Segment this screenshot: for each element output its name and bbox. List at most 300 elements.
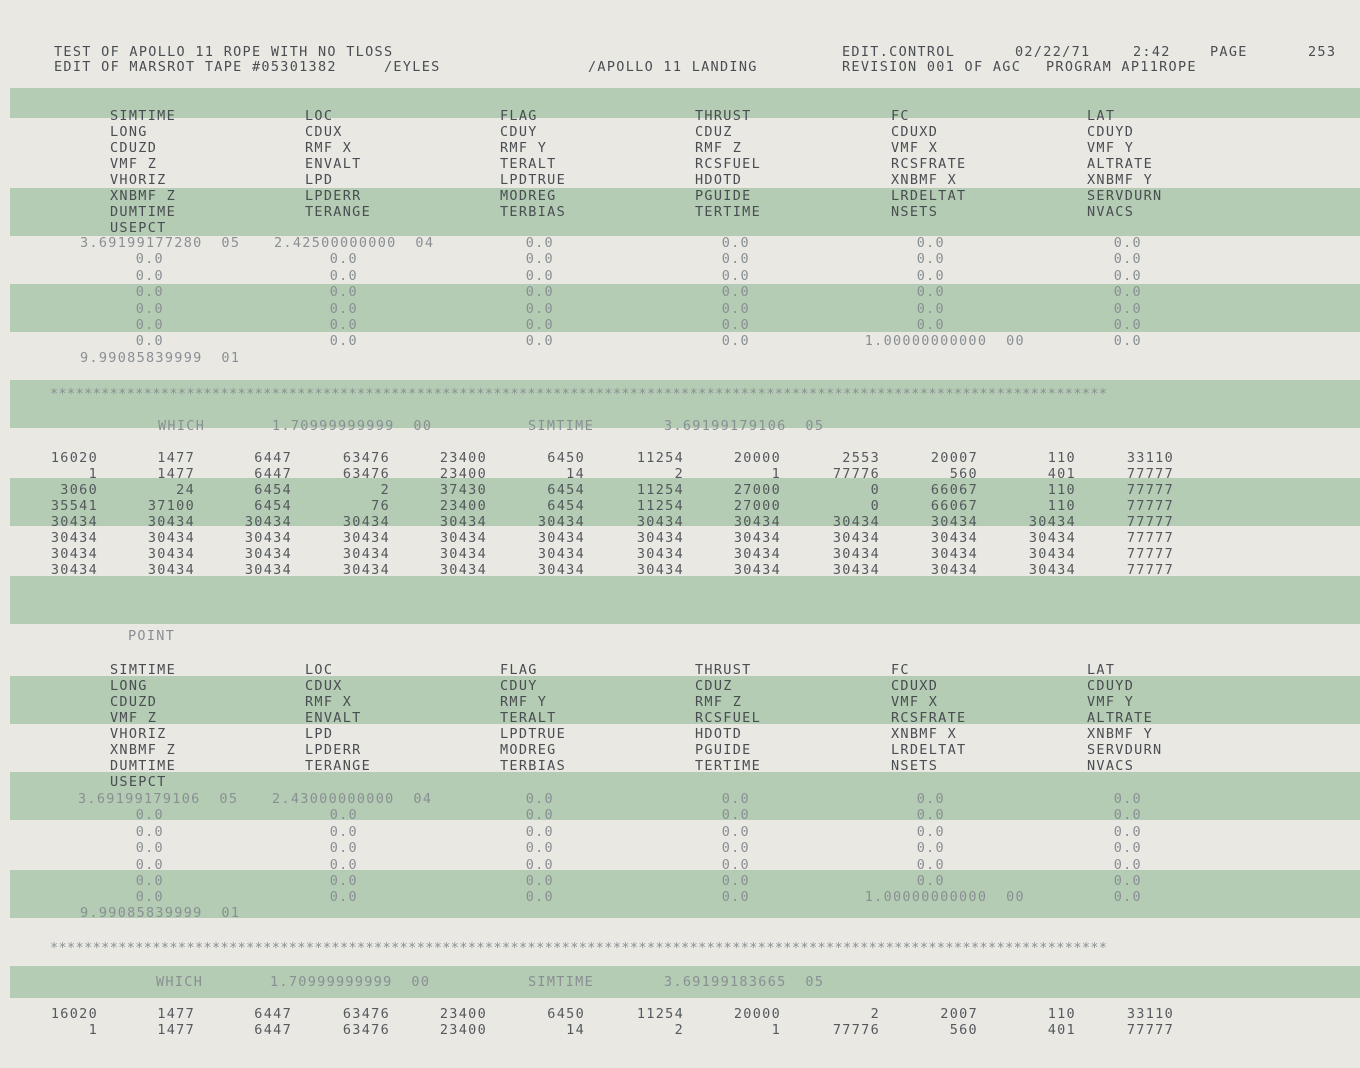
value-cell: 0.0 (329, 267, 358, 284)
field-name: LPDERR (305, 188, 362, 204)
table-cell: 30434 (439, 514, 487, 530)
table-cell: 6454 (547, 498, 585, 514)
table-cell: 30434 (1028, 562, 1076, 578)
table-cell: 77776 (832, 1022, 880, 1038)
table-cell: 30434 (244, 530, 292, 546)
field-name: VMF Y (1087, 140, 1135, 156)
table-cell: 77777 (1126, 546, 1174, 562)
table-cell: 6447 (254, 1022, 292, 1038)
value-cell: 0.0 (1113, 284, 1142, 301)
field-name: NVACS (1087, 204, 1135, 220)
table-cell: 11254 (636, 1006, 684, 1022)
table-cell: 2 (674, 466, 684, 482)
value-cell: 0.0 (525, 840, 554, 857)
field-name: LONG (110, 678, 148, 694)
header-time: 2:42 (1133, 44, 1171, 60)
table-cell: 77777 (1126, 562, 1174, 578)
table-cell: 30434 (439, 562, 487, 578)
field-name: RCSFUEL (695, 710, 761, 726)
table-cell: 30434 (733, 562, 781, 578)
table-cell: 20000 (733, 1006, 781, 1022)
value-cell: 0.0 (916, 251, 945, 268)
value-cell: 0.0 (525, 267, 554, 284)
table-cell: 30434 (50, 530, 98, 546)
field-name: TERTIME (695, 204, 761, 220)
block2-loc: 2.43000000000 04 (272, 791, 433, 807)
field-name: CDUXD (891, 124, 939, 140)
value-cell: 0.0 (525, 333, 554, 350)
table-cell: 30434 (244, 562, 292, 578)
table-cell: 30434 (930, 562, 978, 578)
field-name: LPD (305, 726, 334, 742)
header-page-number: 253 (1308, 44, 1337, 60)
value-cell: 0.0 (1113, 823, 1142, 840)
value-cell: 0.0 (721, 807, 750, 824)
table-cell: 35541 (50, 498, 98, 514)
field-name: CDUX (305, 124, 343, 140)
value-cell: 0.0 (135, 300, 164, 317)
field-name: ENVALT (305, 710, 362, 726)
field-name: PGUIDE (695, 188, 752, 204)
table-cell: 1477 (157, 1022, 195, 1038)
table-cell: 30434 (244, 546, 292, 562)
table-cell: 2553 (842, 450, 880, 466)
table-cell: 6454 (254, 482, 292, 498)
value-cell: 0.0 (329, 251, 358, 268)
table-cell: 77777 (1126, 466, 1174, 482)
field-name: RCSFUEL (695, 156, 761, 172)
value-cell: 0.0 (525, 317, 554, 333)
field-name: NSETS (891, 758, 939, 774)
field-name: TERBIAS (500, 204, 566, 220)
field-name: FC (891, 108, 910, 124)
table-cell: 76 (371, 498, 390, 514)
value-cell: 1.00000000000 00 (864, 333, 1025, 350)
which-value: 1.70999999999 00 (272, 418, 433, 434)
table-cell: 560 (949, 1022, 978, 1038)
value-cell: 0.0 (721, 300, 750, 317)
value-cell: 0.0 (916, 823, 945, 840)
value-cell: 0.0 (721, 333, 750, 350)
field-name: CDUY (500, 124, 538, 140)
value-cell: 0.0 (525, 791, 554, 807)
table-cell: 3060 (60, 482, 98, 498)
field-name: XNBMF Z (110, 742, 176, 758)
value-cell: 0.0 (525, 300, 554, 317)
value-cell: 0.0 (1113, 791, 1142, 807)
field-name: LAT (1087, 662, 1116, 678)
field-name: RMF Z (695, 694, 743, 710)
header-author: /EYLES (384, 59, 441, 75)
value-cell: 0.0 (916, 856, 945, 873)
value-cell: 0.0 (1113, 235, 1142, 251)
table-cell: 30434 (636, 530, 684, 546)
value-cell: 0.0 (916, 807, 945, 824)
value-cell: 0.0 (135, 823, 164, 840)
table-cell: 30434 (832, 562, 880, 578)
header-title: TEST OF APOLLO 11 ROPE WITH NO TLOSS (54, 44, 394, 60)
field-name: CDUYD (1087, 678, 1135, 694)
table-cell: 77776 (832, 466, 880, 482)
table-cell: 33110 (1126, 1006, 1174, 1022)
table-cell: 24 (176, 482, 195, 498)
table-cell: 6447 (254, 450, 292, 466)
table-cell: 77777 (1126, 1022, 1174, 1038)
greenbar-band (10, 88, 1360, 118)
field-name: FLAG (500, 662, 538, 678)
value-cell: 0.0 (721, 267, 750, 284)
field-name: CDUY (500, 678, 538, 694)
value-cell: 0.0 (329, 856, 358, 873)
table-cell: 30434 (147, 546, 195, 562)
greenbar-band (10, 576, 1360, 624)
table-cell: 23400 (439, 466, 487, 482)
table-cell: 30434 (636, 546, 684, 562)
field-name: CDUZ (695, 124, 733, 140)
value-cell: 0.0 (329, 873, 358, 889)
value-cell: 0.0 (525, 856, 554, 873)
table-cell: 1 (88, 1022, 98, 1038)
field-name: SIMTIME (110, 662, 176, 678)
value-cell: 0.0 (525, 873, 554, 889)
value-cell: 0.0 (329, 300, 358, 317)
table-cell: 30434 (930, 530, 978, 546)
value-cell: 0.0 (721, 873, 750, 889)
table-cell: 23400 (439, 450, 487, 466)
which-label: WHICH (158, 418, 206, 434)
table-cell: 30434 (147, 514, 195, 530)
table-cell: 30434 (832, 530, 880, 546)
table-cell: 23400 (439, 1022, 487, 1038)
table-cell: 0 (870, 498, 880, 514)
field-name: LPD (305, 172, 334, 188)
table-cell: 1477 (157, 1006, 195, 1022)
table-cell: 0 (870, 482, 880, 498)
value-cell: 0.0 (329, 889, 358, 906)
value-cell: 0.0 (329, 333, 358, 350)
field-name: CDUYD (1087, 124, 1135, 140)
field-name: CDUZD (110, 694, 158, 710)
table-cell: 30434 (537, 530, 585, 546)
table-cell: 6450 (547, 1006, 585, 1022)
table-cell: 63476 (342, 1022, 390, 1038)
greenbar-band (10, 676, 1360, 724)
value-cell: 0.0 (135, 807, 164, 824)
value-cell: 0.0 (525, 251, 554, 268)
greenbar-band (10, 284, 1360, 332)
table-cell: 27000 (733, 498, 781, 514)
header-program: PROGRAM AP11ROPE (1046, 59, 1197, 75)
value-cell: 0.0 (721, 856, 750, 873)
table-cell: 30434 (50, 546, 98, 562)
table-cell: 30434 (439, 530, 487, 546)
field-name: XNBMF Y (1087, 172, 1153, 188)
field-name: MODREG (500, 742, 557, 758)
separator-stars: **************************************************************************************************************************** (50, 386, 1108, 402)
value-cell: 0.0 (721, 317, 750, 333)
value-cell: 0.0 (135, 251, 164, 268)
table-cell: 6447 (254, 1006, 292, 1022)
field-name: CDUZ (695, 678, 733, 694)
field-name: XNBMF Y (1087, 726, 1153, 742)
which-value-2: 1.70999999999 00 (270, 974, 431, 990)
value-cell: 0.0 (916, 235, 945, 251)
field-name: THRUST (695, 108, 752, 124)
table-cell: 16020 (50, 1006, 98, 1022)
value-cell: 0.0 (721, 251, 750, 268)
value-cell: 0.0 (916, 300, 945, 317)
table-cell: 6454 (254, 498, 292, 514)
table-cell: 1 (771, 466, 781, 482)
value-cell: 0.0 (525, 807, 554, 824)
value-cell: 0.0 (916, 317, 945, 333)
value-cell: 0.0 (329, 317, 358, 333)
field-name: LPDTRUE (500, 726, 566, 742)
table-cell: 30434 (537, 514, 585, 530)
value-cell: 0.0 (135, 284, 164, 301)
table-cell: 37430 (439, 482, 487, 498)
value-cell: 0.0 (1113, 251, 1142, 268)
field-name: LRDELTAT (891, 742, 967, 758)
table-cell: 30434 (342, 530, 390, 546)
value-cell: 1.00000000000 00 (864, 889, 1025, 906)
table-cell: 110 (1047, 450, 1076, 466)
table-cell: 30434 (1028, 514, 1076, 530)
table-cell: 63476 (342, 466, 390, 482)
field-name: HDOTD (695, 726, 743, 742)
field-name: RMF X (305, 140, 353, 156)
table-cell: 30434 (636, 562, 684, 578)
field-name: DUMTIME (110, 758, 176, 774)
value-cell: 0.0 (721, 791, 750, 807)
table-cell: 14 (566, 466, 585, 482)
field-name: LRDELTAT (891, 188, 967, 204)
table-cell: 11254 (636, 482, 684, 498)
field-name: CDUX (305, 678, 343, 694)
field-name: SERVDURN (1087, 188, 1163, 204)
table-cell: 30434 (733, 530, 781, 546)
point-label: POINT (128, 628, 176, 644)
table-cell: 30434 (930, 514, 978, 530)
table-cell: 30434 (342, 514, 390, 530)
value-cell: 0.0 (135, 856, 164, 873)
header-revision: REVISION 001 OF AGC (842, 59, 1022, 75)
field-name: FLAG (500, 108, 538, 124)
field-name: ALTRATE (1087, 156, 1153, 172)
table-cell: 30434 (537, 546, 585, 562)
table-cell: 30434 (1028, 546, 1076, 562)
value-cell: 0.0 (329, 823, 358, 840)
table-cell: 1477 (157, 466, 195, 482)
table-cell: 110 (1047, 498, 1076, 514)
field-name: XNBMF X (891, 726, 957, 742)
field-name: VHORIZ (110, 726, 167, 742)
which-label-2: WHICH (156, 974, 204, 990)
table-cell: 560 (949, 466, 978, 482)
table-cell: 401 (1047, 466, 1076, 482)
value-cell: 0.0 (1113, 267, 1142, 284)
field-name: FC (891, 662, 910, 678)
block2-last-value: 9.99085839999 01 (80, 905, 241, 921)
field-name: RMF X (305, 694, 353, 710)
table-cell: 30434 (50, 514, 98, 530)
value-cell: 0.0 (1113, 856, 1142, 873)
header-mission: /APOLLO 11 LANDING (588, 59, 758, 75)
table-cell: 63476 (342, 450, 390, 466)
value-cell: 0.0 (329, 840, 358, 857)
field-name: LONG (110, 124, 148, 140)
table-cell: 77777 (1126, 482, 1174, 498)
table-cell: 11254 (636, 450, 684, 466)
field-name: NVACS (1087, 758, 1135, 774)
field-name: VMF X (891, 140, 939, 156)
table-cell: 66067 (930, 498, 978, 514)
value-cell: 0.0 (1113, 333, 1142, 350)
table-cell: 77777 (1126, 498, 1174, 514)
value-cell: 0.0 (721, 823, 750, 840)
value-cell: 0.0 (721, 284, 750, 301)
table-cell: 33110 (1126, 450, 1174, 466)
field-name: RMF Z (695, 140, 743, 156)
table-cell: 30434 (733, 546, 781, 562)
field-name: LOC (305, 662, 334, 678)
value-cell: 0.0 (721, 889, 750, 906)
value-cell: 0.0 (525, 889, 554, 906)
value-cell: 0.0 (916, 791, 945, 807)
field-name: RMF Y (500, 140, 548, 156)
table-cell: 30434 (832, 514, 880, 530)
table-cell: 30434 (342, 562, 390, 578)
value-cell: 0.0 (329, 807, 358, 824)
table-cell: 110 (1047, 1006, 1076, 1022)
table-cell: 23400 (439, 1006, 487, 1022)
block1-simtime: 3.69199177280 05 (80, 235, 241, 251)
table-cell: 23400 (439, 498, 487, 514)
table-cell: 2 (380, 482, 390, 498)
table-cell: 6447 (254, 466, 292, 482)
field-name: THRUST (695, 662, 752, 678)
field-name: VMF Z (110, 710, 158, 726)
value-cell: 0.0 (135, 873, 164, 889)
value-cell: 0.0 (135, 889, 164, 906)
field-name: VHORIZ (110, 172, 167, 188)
field-name: VMF X (891, 694, 939, 710)
value-cell: 0.0 (916, 267, 945, 284)
table-cell: 110 (1047, 482, 1076, 498)
table-cell: 1477 (157, 450, 195, 466)
simtime-label-2: SIMTIME (528, 974, 594, 990)
field-name: XNBMF X (891, 172, 957, 188)
table-cell: 20000 (733, 450, 781, 466)
table-cell: 30434 (244, 514, 292, 530)
field-name: ENVALT (305, 156, 362, 172)
field-name: CDUXD (891, 678, 939, 694)
value-cell: 0.0 (916, 284, 945, 301)
value-cell: 0.0 (329, 284, 358, 301)
value-cell: 0.0 (135, 317, 164, 333)
value-cell: 0.0 (1113, 317, 1142, 333)
field-name: LOC (305, 108, 334, 124)
field-name: SERVDURN (1087, 742, 1163, 758)
value-cell: 0.0 (1113, 840, 1142, 857)
table-cell: 77777 (1126, 530, 1174, 546)
value-cell: 0.0 (135, 840, 164, 857)
table-cell: 401 (1047, 1022, 1076, 1038)
table-cell: 27000 (733, 482, 781, 498)
block1-loc: 2.42500000000 04 (274, 235, 435, 251)
table-cell: 2007 (940, 1006, 978, 1022)
field-name: TERANGE (305, 758, 371, 774)
table-cell: 20007 (930, 450, 978, 466)
field-name: VMF Y (1087, 694, 1135, 710)
table-cell: 2 (674, 1022, 684, 1038)
field-name: LPDERR (305, 742, 362, 758)
value-cell: 0.0 (525, 284, 554, 301)
header-tape: EDIT OF MARSROT TAPE #05301382 (54, 59, 337, 75)
field-name: TERTIME (695, 758, 761, 774)
field-name: CDUZD (110, 140, 158, 156)
field-name: RMF Y (500, 694, 548, 710)
field-name: RCSFRATE (891, 156, 967, 172)
value-cell: 0.0 (525, 823, 554, 840)
value-cell: 0.0 (135, 333, 164, 350)
table-cell: 30434 (636, 514, 684, 530)
simtime-value: 3.69199179106 05 (664, 418, 825, 434)
table-cell: 6454 (547, 482, 585, 498)
field-name: TERALT (500, 156, 557, 172)
table-cell: 66067 (930, 482, 978, 498)
field-name: TERANGE (305, 204, 371, 220)
value-cell: 0.0 (1113, 873, 1142, 889)
simtime-label: SIMTIME (528, 418, 594, 434)
field-name: LPDTRUE (500, 172, 566, 188)
table-cell: 1 (771, 1022, 781, 1038)
field-name: RCSFRATE (891, 710, 967, 726)
value-cell: 0.0 (916, 873, 945, 889)
table-cell: 30434 (930, 546, 978, 562)
value-cell: 0.0 (1113, 807, 1142, 824)
value-cell: 0.0 (1113, 889, 1142, 906)
header-date: 02/22/71 (1015, 44, 1091, 60)
table-cell: 1 (88, 466, 98, 482)
table-cell: 30434 (439, 546, 487, 562)
value-cell: 0.0 (525, 235, 554, 251)
value-cell: 0.0 (1113, 300, 1142, 317)
separator-stars-2: **************************************************************************************************************************** (50, 940, 1108, 956)
table-cell: 6450 (547, 450, 585, 466)
table-cell: 2 (870, 1006, 880, 1022)
block2-simtime: 3.69199179106 05 (78, 791, 239, 807)
field-name: DUMTIME (110, 204, 176, 220)
table-cell: 30434 (342, 546, 390, 562)
table-cell: 30434 (1028, 530, 1076, 546)
simtime-value-2: 3.69199183665 05 (664, 974, 825, 990)
field-name: LAT (1087, 108, 1116, 124)
field-name: VMF Z (110, 156, 158, 172)
field-name: SIMTIME (110, 108, 176, 124)
field-name: HDOTD (695, 172, 743, 188)
table-cell: 11254 (636, 498, 684, 514)
table-cell: 14 (566, 1022, 585, 1038)
field-name: XNBMF Z (110, 188, 176, 204)
table-cell: 63476 (342, 1006, 390, 1022)
table-cell: 30434 (50, 562, 98, 578)
value-cell: 0.0 (135, 267, 164, 284)
table-cell: 37100 (147, 498, 195, 514)
field-name: PGUIDE (695, 742, 752, 758)
value-cell: 0.0 (721, 840, 750, 857)
field-name: MODREG (500, 188, 557, 204)
